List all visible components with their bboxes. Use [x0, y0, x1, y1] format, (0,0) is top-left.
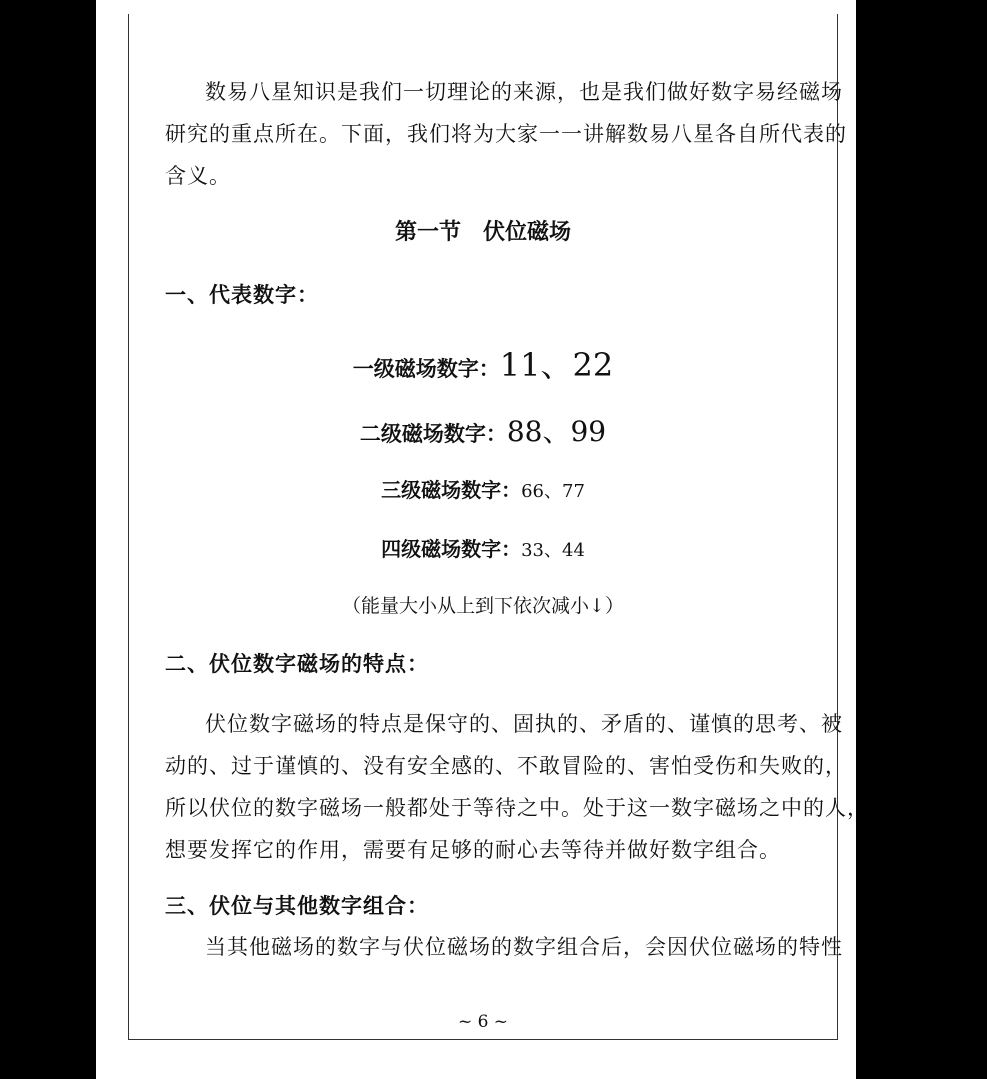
level-4-line	[128, 533, 838, 562]
intro-line-1: 数易八星知识是我们一切理论的来源，也是我们做好数字易经磁场	[205, 80, 843, 104]
level-3-numbers: 66、77	[521, 481, 585, 502]
heading-representative-numbers: 一、代表数字：	[165, 282, 319, 307]
heading-features: 二、伏位数字磁场的特点：	[165, 651, 429, 676]
level-1-label: 一级磁场数字：	[352, 356, 500, 381]
level-1-line	[128, 340, 838, 386]
level-1-numbers: 11、22	[499, 346, 614, 384]
level-2-label: 二级磁场数字：	[359, 421, 507, 446]
level-3-label: 三级磁场数字：	[381, 478, 522, 502]
heading-combinations: 三、伏位与其他数字组合：	[165, 893, 429, 918]
combo-line-1: 当其他磁场的数字与伏位磁场的数字组合后，会因伏位磁场的特性	[205, 935, 843, 959]
intro-line-3: 含义。	[165, 164, 231, 188]
features-line-1: 伏位数字磁场的特点是保守的、固执的、矛盾的、谨慎的思考、被	[205, 712, 843, 736]
page-number: ~ 6 ~	[457, 1012, 509, 1032]
features-line-2: 动的、过于谨慎的、没有安全感的、不敢冒险的、害怕受伤和失败的，	[165, 754, 847, 778]
features-line-4: 想要发挥它的作用，需要有足够的耐心去等待并做好数字组合。	[165, 838, 781, 862]
level-2-line	[128, 410, 838, 450]
page-frame	[128, 14, 838, 1040]
level-2-numbers: 88、99	[506, 415, 607, 448]
level-3-line	[128, 474, 838, 503]
level-4-label: 四级磁场数字：	[381, 537, 522, 561]
section-title: 第一节 伏位磁场	[394, 219, 571, 245]
energy-note: （能量大小从上到下依次减小↓）	[342, 595, 624, 617]
level-4-numbers: 33、44	[521, 540, 585, 561]
features-line-3: 所以伏位的数字磁场一般都处于等待之中。处于这一数字磁场之中的人，	[165, 796, 869, 820]
intro-line-2: 研究的重点所在。下面，我们将为大家一一讲解数易八星各自所代表的	[165, 122, 847, 146]
